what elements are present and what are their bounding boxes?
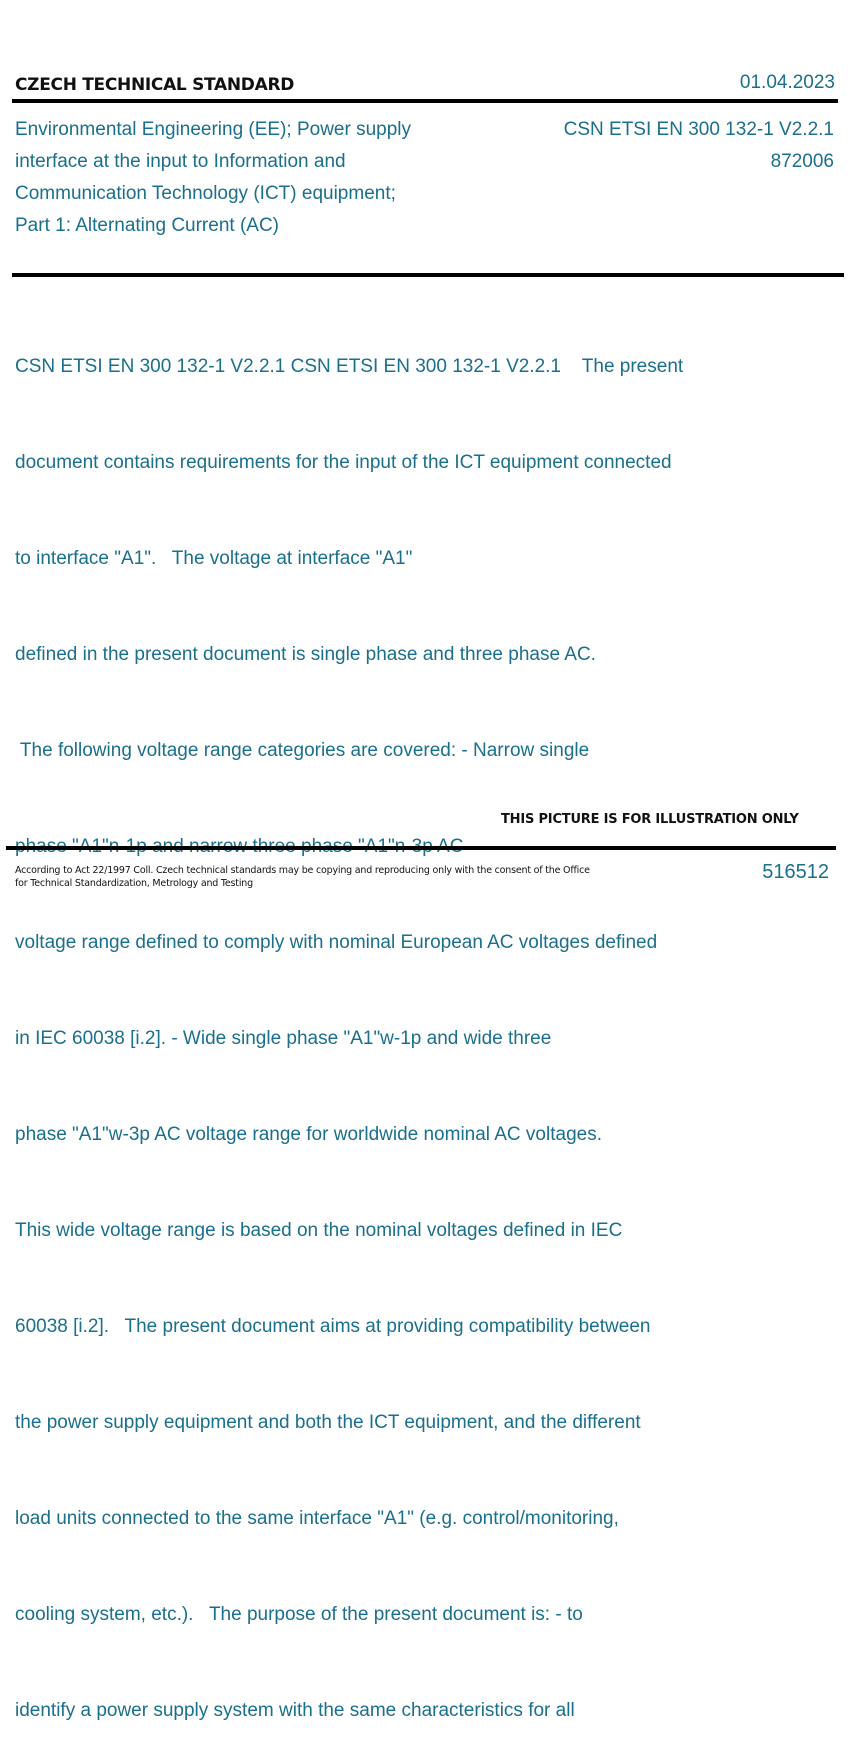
body-line: The following voltage range categories are covered: - Narrow single (15, 740, 590, 761)
document-type-label: CZECH TECHNICAL STANDARD (15, 75, 295, 95)
title-line: interface at the input to Information and (15, 151, 346, 172)
body-line: document contains requirements for the input of the ICT equipment connected (15, 452, 672, 473)
body-line: in IEC 60038 [i.2]. - Wide single phase "A1"w-1p and wide three (15, 1028, 552, 1049)
body-line: identify a power supply system with the same characteristics for all (15, 1700, 575, 1721)
standard-number: CSN ETSI EN 300 132-1 V2.2.1 (563, 119, 834, 140)
copyright-notice (15, 864, 590, 890)
body-line: 60038 [i.2]. The present document aims at providing compatibility between (15, 1316, 651, 1337)
legal-line: for Technical Standardization, Metrology and Testing (15, 878, 253, 889)
body-line: This wide voltage range is based on the nominal voltages defined in IEC (15, 1220, 623, 1241)
abstract-text (15, 287, 805, 1759)
document-title (15, 114, 495, 242)
body-line: load units connected to the same interface "A1" (e.g. control/monitoring, (15, 1508, 619, 1529)
class-number: 872006 (770, 151, 834, 172)
body-line: voltage range defined to comply with nominal European AC voltages defined (15, 932, 658, 953)
body-line: CSN ETSI EN 300 132-1 V2.2.1 CSN ETSI EN 300 132-1 V2.2.1 The present (15, 356, 684, 377)
title-divider (12, 273, 844, 277)
title-line: Part 1: Alternating Current (AC) (15, 215, 279, 236)
body-line: phase "A1"w-3p AC voltage range for worldwide nominal AC voltages. (15, 1124, 602, 1145)
standard-codes (564, 114, 834, 178)
header-divider (12, 99, 838, 103)
title-line: Communication Technology (ICT) equipment; (15, 183, 396, 204)
publication-date: 01.04.2023 (739, 72, 835, 93)
body-line: to interface "A1". The voltage at interface "A1" (15, 548, 413, 569)
illustration-note: THIS PICTURE IS FOR ILLUSTRATION ONLY (501, 812, 799, 827)
body-line: defined in the present document is single phase and three phase AC. (15, 644, 596, 665)
legal-line: According to Act 22/1997 Coll. Czech technical standards may be copying and reproducing only with the consent of the Office (15, 865, 590, 876)
title-line: Environmental Engineering (EE); Power supply (15, 119, 412, 140)
footer-divider (6, 846, 836, 850)
catalog-number: 516512 (762, 861, 829, 883)
body-line: the power supply equipment and both the ICT equipment, and the different (15, 1412, 641, 1433)
body-line: cooling system, etc.). The purpose of the present document is: - to (15, 1604, 583, 1625)
